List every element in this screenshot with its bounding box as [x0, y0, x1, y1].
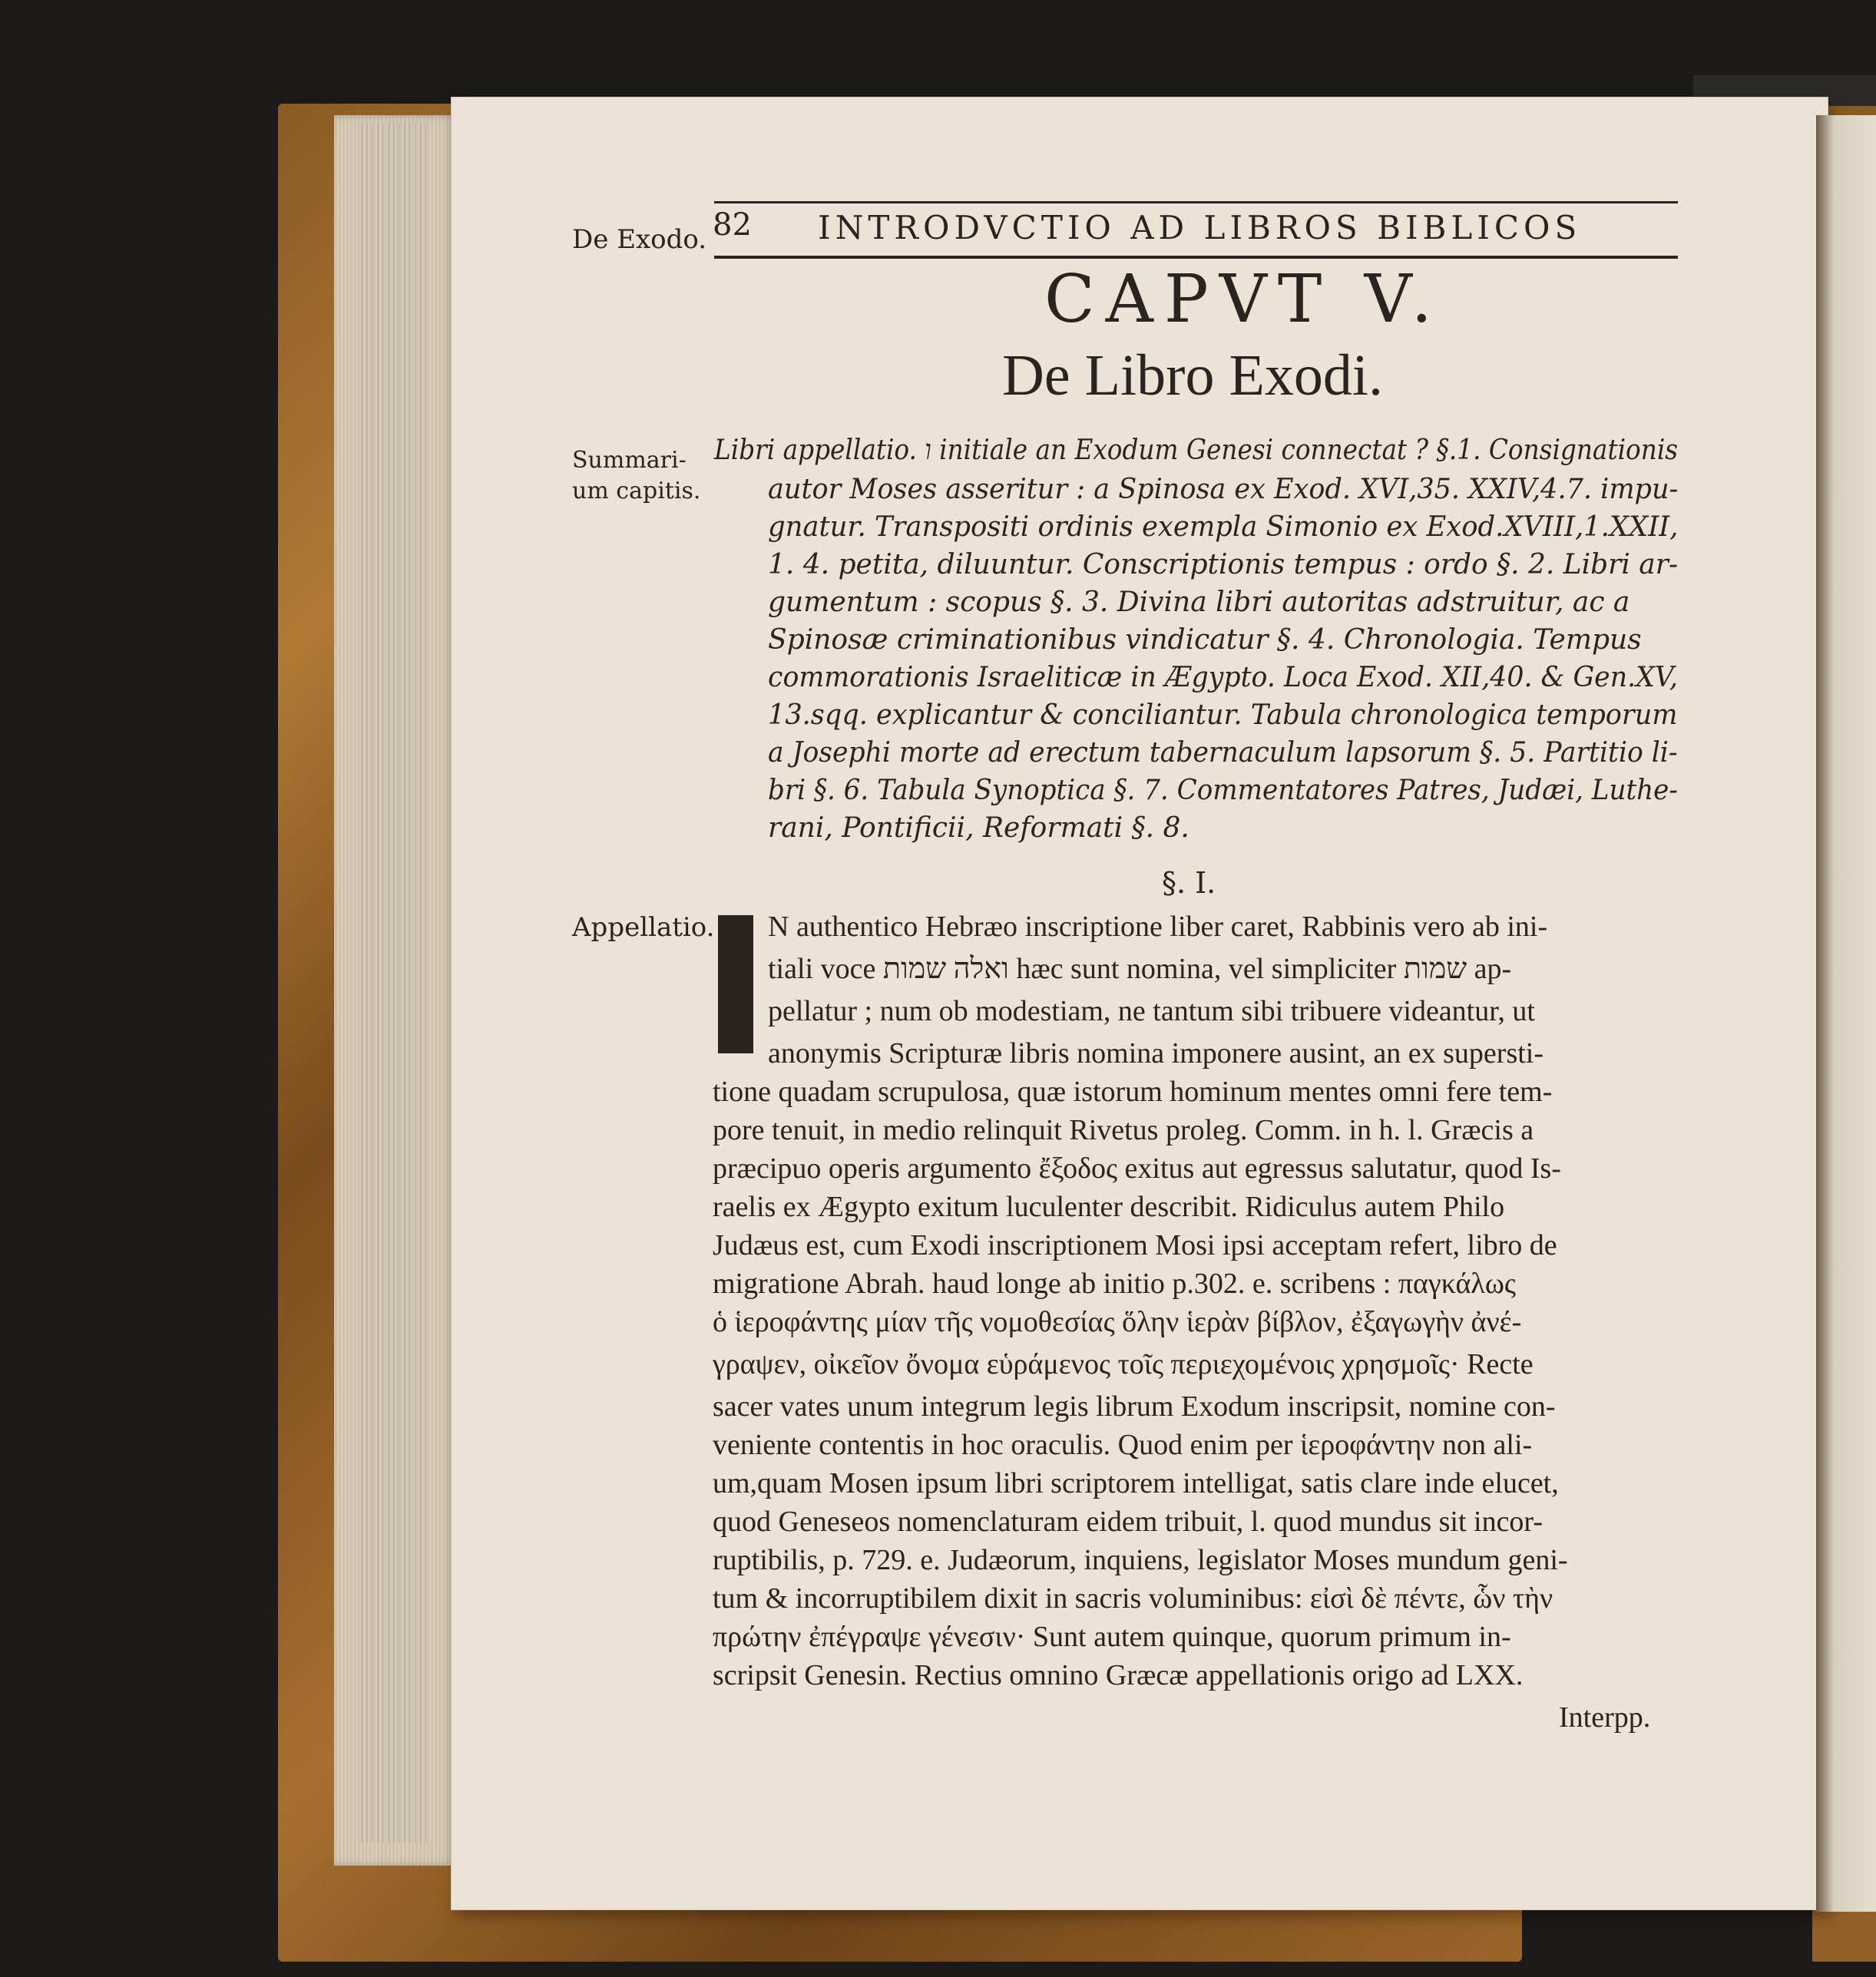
- margin-heading: De Exodo.: [572, 224, 707, 255]
- body-line: Judæus est, cum Exodi inscriptionem Mosi ipsi acceptam refert, libro de: [713, 1229, 1557, 1261]
- section-mark: §. I.: [1162, 866, 1216, 900]
- body-line: scripsit Genesin. Rectius omnino Græcæ appellationis origo ad LXX.: [713, 1659, 1524, 1691]
- body-line: tiali voce ואלה שמות hæc sunt nomina, vel simpliciter שמות ap-: [768, 953, 1512, 985]
- summary-line: gumentum : scopus §. 3. Divina libri autoritas adstruitur, ac a: [768, 587, 1630, 618]
- body-line: πρώτην ἐπέγραψε γένεσιν· Sunt autem quinque, quorum primum in-: [713, 1621, 1511, 1653]
- chapter-title: De Libro Exodi.: [1002, 343, 1384, 408]
- body-line: anonymis Scripturæ libris nomina imponere ausint, an ex supersti-: [768, 1037, 1544, 1069]
- summary-margin-note: um capitis.: [572, 478, 701, 504]
- summary-margin-note: Summari-: [572, 447, 687, 474]
- body-line: ruptibilis, p. 729. e. Judæorum, inquiens, legislator Moses mundum geni-: [713, 1544, 1568, 1576]
- sprinkled-edge: [361, 123, 430, 1843]
- summary-line: 13.sqq. explicantur & conciliantur. Tabula chronologica temporum: [768, 699, 1678, 731]
- catchword: Interpp.: [1559, 1701, 1651, 1734]
- summary-line: Spinosæ criminationibus vindicatur §. 4. Chronologia. Tempus: [768, 624, 1642, 656]
- initial-letter: [712, 906, 753, 1052]
- summary-line: 1. 4. petita, diluuntur. Conscriptionis tempus : ordo §. 2. Libri ar-: [768, 549, 1679, 580]
- body-line: migratione Abrah. haud longe ab initio p.302. e. scribens : παγκάλως: [713, 1268, 1516, 1300]
- summary-line: autor Moses asseritur : a Spinosa ex Exod. XVI,35. XXIV,4.7. impu-: [768, 474, 1679, 505]
- body-line: præcipuo operis argumento ἔξοδος exitus aut egressus salutatur, quod Is-: [713, 1152, 1561, 1185]
- body-line: tum & incorruptibilem dixit in sacris voluminibus: εἰσὶ δὲ πέντε, ὧν τὴν: [713, 1582, 1553, 1615]
- header-rule-top: [714, 201, 1678, 203]
- body-line: ὁ ἱεροφάντης μίαν τῆς νομοθεσίας ὅλην ἱερὰν βίβλον, ἐξαγωγὴν ἀνέ-: [713, 1306, 1522, 1338]
- body-line: raelis ex Ægypto exitum luculenter describit. Ridiculus autem Philo: [713, 1191, 1505, 1223]
- summary-line: Libri appellatio. ו initiale an Exodum Genesi connectat ? §.1. Consignationis: [714, 435, 1679, 466]
- chapter-heading: CAPVT V.: [1044, 261, 1443, 338]
- body-line: um,quam Mosen ipsum libri scriptorem intelligat, satis clare inde elucet,: [713, 1467, 1559, 1499]
- summary-line: gnatur. Transpositi ordinis exempla Simonio ex Exod.XVIII,1.XXII,: [768, 511, 1679, 543]
- facing-page-gutter: [1816, 115, 1876, 1912]
- summary-line: a Josephi morte ad erectum tabernaculum lapsorum §. 5. Partitio li-: [768, 737, 1678, 769]
- summary-line: rani, Pontificii, Reformati §. 8.: [768, 812, 1189, 844]
- header-rule-bottom: [714, 256, 1678, 259]
- body-line: tione quadam scrupulosa, quæ istorum hominum mentes omni fere tem-: [713, 1076, 1553, 1108]
- appellatio-margin-note: Appellatio.: [572, 912, 715, 943]
- body-line: pellatur ; num ob modestiam, ne tantum sibi tribuere videantur, ut: [768, 995, 1535, 1027]
- body-line: quod Geneseos nomenclaturam eidem tribuit, l. quod mundus sit incor-: [713, 1506, 1543, 1538]
- body-line: γραψεν, οἰκεῖον ὄνομα εὑράμενος τοῖς περιεχομένοις χρησμοῖς· Recte: [713, 1348, 1534, 1380]
- summary-line: commorationis Israeliticæ in Ægypto. Loca Exod. XII,40. & Gen.XV,: [768, 662, 1678, 693]
- body-line: sacer vates unum integrum legis librum Exodum inscripsit, nomine con-: [713, 1390, 1556, 1423]
- summary-line: bri §. 6. Tabula Synoptica §. 7. Commentatores Patres, Judæi, Luthe-: [768, 775, 1678, 806]
- body-line: N authentico Hebræo inscriptione liber caret, Rabbinis vero ab ini-: [768, 911, 1548, 943]
- body-line: veniente contentis in hoc oraculis. Quod enim per ἱεροφάντην non ali-: [713, 1429, 1533, 1461]
- running-header: INTRODVCTIO AD LIBROS BIBLICOS: [818, 209, 1582, 246]
- page-number: 82: [713, 207, 752, 243]
- body-line: pore tenuit, in medio relinquit Rivetus proleg. Comm. in h. l. Græcis a: [713, 1114, 1534, 1146]
